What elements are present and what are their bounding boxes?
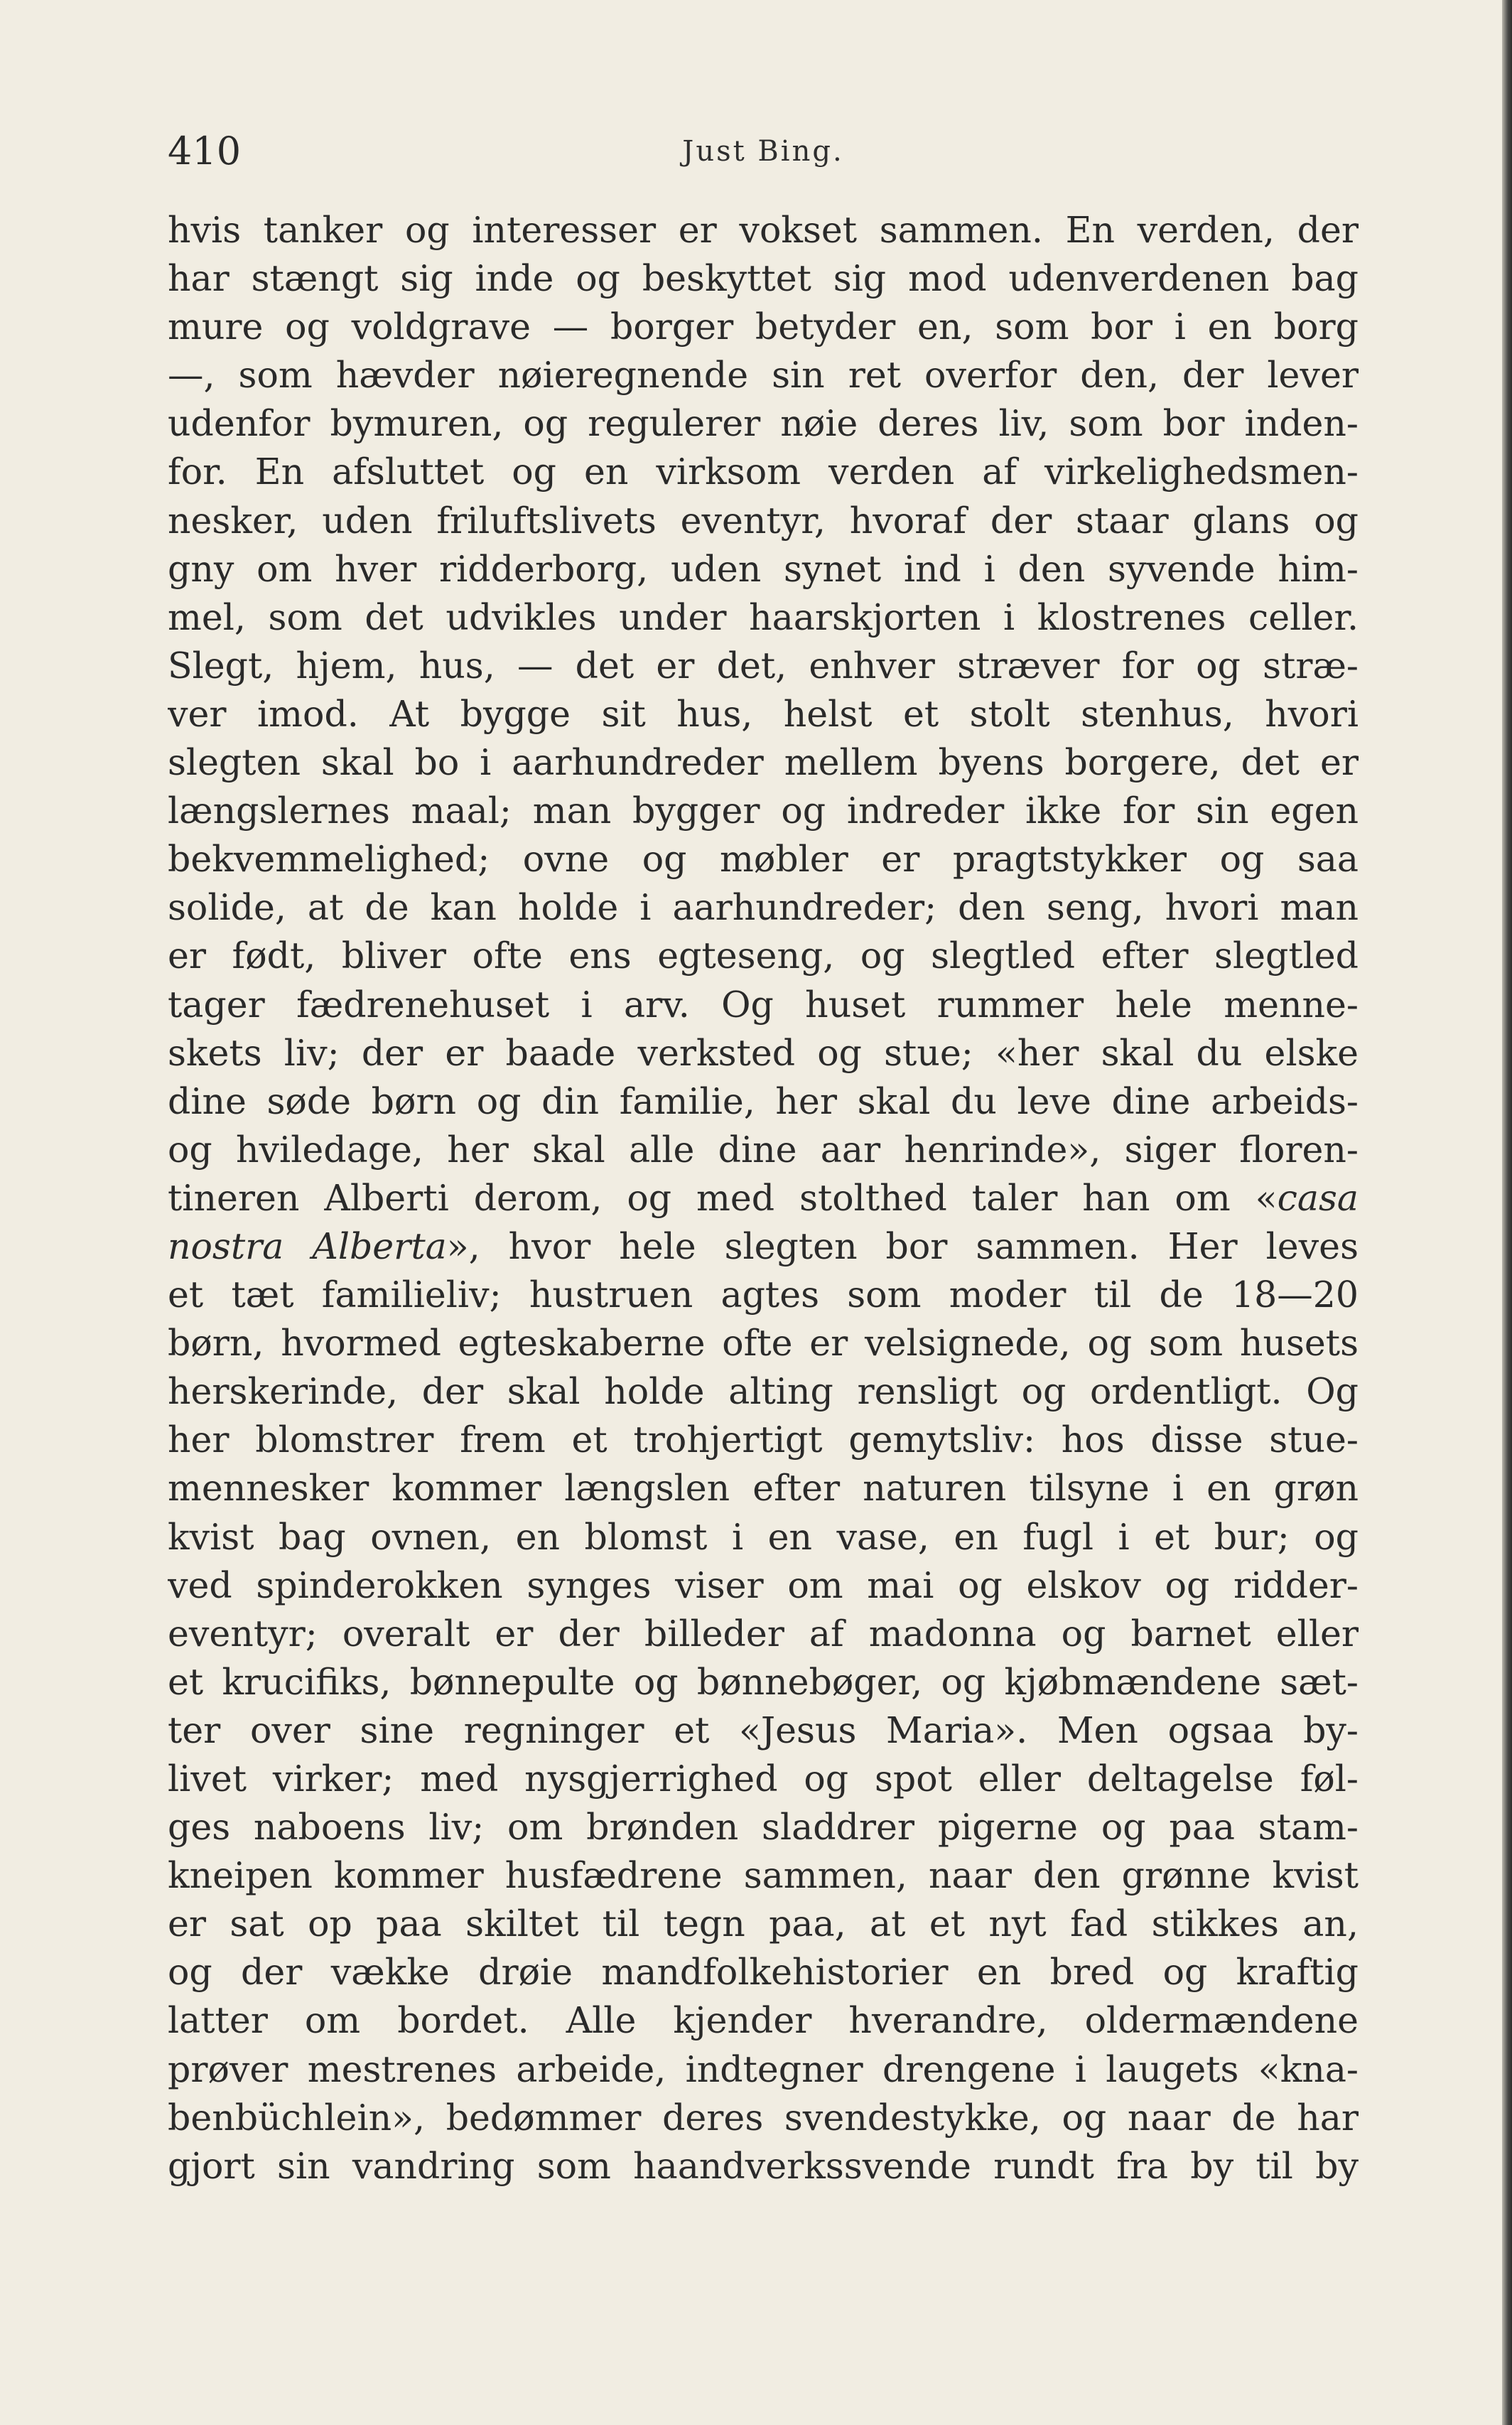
text-segment: hvis tanker og interesser er vokset sammen. En verden, der: [168, 209, 1359, 251]
text-line: [168, 1367, 1359, 1416]
text-segment: livet virker; med nysgjerrighed og spot eller deltagelse føl-: [168, 1758, 1359, 1800]
text-segment: ver imod. At bygge sit hus, helst et stolt stenhus, hvori: [168, 692, 1359, 735]
text-segment: skets liv; der er baade verksted og stue; «her skal du elske: [168, 1031, 1359, 1074]
text-line: [168, 2142, 1359, 2190]
text-line: [168, 399, 1359, 448]
text-segment: gjort sin vandring som haandverkssvende rundt fra by til by: [168, 2144, 1359, 2187]
text-line: [168, 1416, 1359, 1464]
text-line: [168, 1851, 1359, 1900]
text-segment: ges naboens liv; om brønden sladdrer pigerne og paa stam-: [168, 1806, 1359, 1849]
text-line: [168, 1271, 1359, 1319]
text-segment: ter over sine regninger et «Jesus Maria». Men ogsaa by-: [168, 1709, 1359, 1751]
page-header: [168, 127, 1359, 176]
text-segment: prøver mestrenes arbeide, indtegner drengene i laugets «kna-: [168, 2048, 1359, 2090]
text-segment: nesker, uden friluftslivets eventyr, hvoraf der staar glans og: [168, 499, 1359, 542]
text-line: [168, 1996, 1359, 2045]
text-line: [168, 303, 1359, 351]
text-line: [168, 1706, 1359, 1755]
text-segment: er sat op paa skiltet til tegn paa, at et nyt fad stikkes an,: [168, 1903, 1359, 1945]
text-line: [168, 1174, 1359, 1222]
text-line: [168, 206, 1359, 254]
text-segment: benbüchlein», bedømmer deres svendestykke, og naar de har: [168, 2096, 1359, 2139]
text-line: [168, 1077, 1359, 1126]
text-segment: Slegt, hjem, hus, — det er det, enhver stræver for og stræ-: [168, 644, 1359, 687]
body-text: [168, 206, 1359, 2190]
text-line: [168, 351, 1359, 399]
text-line: [168, 545, 1359, 593]
text-line: [168, 932, 1359, 980]
text-line: [168, 1900, 1359, 1948]
text-line: [168, 254, 1359, 303]
text-line: [168, 1319, 1359, 1367]
text-segment: tager fædrenehuset i arv. Og huset rummer hele menne-: [168, 983, 1359, 1026]
text-segment: og hviledage, her skal alle dine aar henrinde», siger floren-: [168, 1128, 1359, 1171]
text-segment: har stængt sig inde og beskyttet sig mod udenverdenen bag: [168, 257, 1359, 300]
text-line: [168, 1464, 1359, 1512]
text-line: [168, 1610, 1359, 1658]
text-segment: », hvor hele slegten bor sammen. Her leves: [446, 1225, 1359, 1267]
text-segment: —, som hævder nøieregnende sin ret overfor den, der lever: [168, 354, 1359, 397]
text-segment: her blomstrer frem et trohjertigt gemytsliv: hos disse stue-: [168, 1419, 1359, 1461]
italic-text: casa: [1277, 1176, 1359, 1219]
text-line: [168, 1755, 1359, 1803]
text-line: [168, 2094, 1359, 2142]
text-segment: længslernes maal; man bygger og indreder ikke for sin egen: [168, 790, 1359, 832]
text-line: [168, 1126, 1359, 1174]
text-segment: mure og voldgrave — borger betyder en, som bor i en borg: [168, 306, 1359, 348]
text-segment: herskerinde, der skal holde alting rensligt og ordentligt. Og: [168, 1370, 1359, 1413]
text-segment: er født, bliver ofte ens egteseng, og slegtled efter slegtled: [168, 935, 1359, 977]
text-segment: udenfor bymuren, og regulerer nøie deres liv, som bor inden-: [168, 402, 1359, 445]
text-segment: dine søde børn og din familie, her skal du leve dine arbeids-: [168, 1080, 1359, 1122]
text-line: [168, 1803, 1359, 1851]
running-head: Just Bing.: [682, 135, 844, 168]
text-line: [168, 787, 1359, 835]
text-segment: et krucifiks, bønnepulte og bønnebøger, og kjøbmændene sæt-: [168, 1660, 1359, 1703]
text-line: [168, 1658, 1359, 1706]
text-segment: og der vække drøie mandfolkehistorier en bred og kraftig: [168, 1951, 1359, 1994]
italic-text: nostra Alberta: [168, 1225, 447, 1267]
text-segment: solide, at de kan holde i aarhundreder; den seng, hvori man: [168, 886, 1359, 929]
text-segment: børn, hvormed egteskaberne ofte er velsignede, og som husets: [168, 1322, 1359, 1365]
text-segment: bekvemmelighed; ovne og møbler er pragtstykker og saa: [168, 838, 1359, 881]
text-line: [168, 1513, 1359, 1561]
text-line: [168, 497, 1359, 545]
text-line: [168, 1948, 1359, 1996]
text-line: [168, 738, 1359, 787]
text-segment: mel, som det udvikles under haarskjorten i klostrenes celler.: [168, 596, 1359, 638]
text-line: [168, 1029, 1359, 1077]
text-segment: et tæt familieliv; hustruen agtes som moder til de 18—20: [168, 1274, 1359, 1316]
text-segment: kneipen kommer husfædrene sammen, naar den grønne kvist: [168, 1854, 1359, 1897]
text-line: [168, 690, 1359, 738]
text-segment: latter om bordet. Alle kjender hverandre, oldermændene: [168, 1999, 1359, 2042]
text-line: [168, 2045, 1359, 2094]
text-segment: for. En afsluttet og en virksom verden af virkelighedsmen-: [168, 451, 1359, 493]
text-segment: kvist bag ovnen, en blomst i en vase, en fugl i et bur; og: [168, 1515, 1359, 1558]
text-line: [168, 448, 1359, 496]
text-segment: slegten skal bo i aarhundreder mellem byens borgere, det er: [168, 741, 1359, 784]
text-line: [168, 883, 1359, 932]
text-line: [168, 1561, 1359, 1610]
text-line: [168, 593, 1359, 642]
text-line: [168, 642, 1359, 690]
text-line: [168, 835, 1359, 883]
text-line: [168, 981, 1359, 1029]
text-line: [168, 1222, 1359, 1271]
text-segment: gny om hver ridderborg, uden synet ind i den syvende him-: [168, 547, 1359, 590]
text-segment: mennesker kommer længslen efter naturen tilsyne i en grøn: [168, 1467, 1359, 1510]
page-edge: [1502, 0, 1512, 2425]
text-segment: ved spinderokken synges viser om mai og elskov og ridder-: [168, 1564, 1359, 1606]
text-segment: tineren Alberti derom, og med stolthed taler han om «: [168, 1176, 1278, 1219]
text-segment: eventyr; overalt er der billeder af madonna og barnet eller: [168, 1612, 1359, 1655]
page-number: 410: [168, 129, 242, 173]
